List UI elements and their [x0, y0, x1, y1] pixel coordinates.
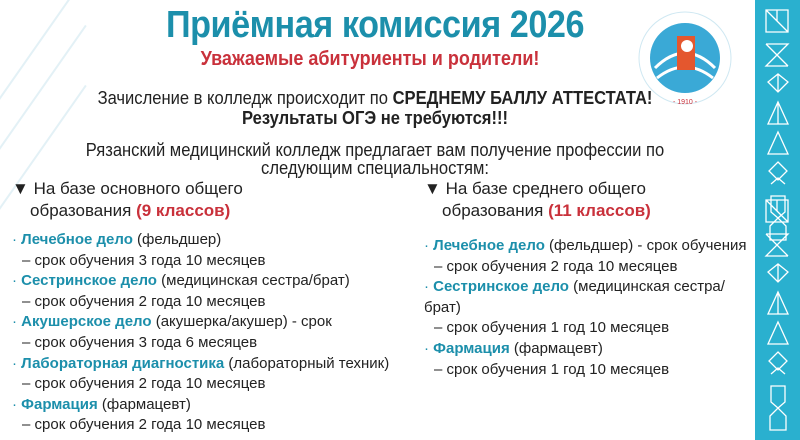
heading-text: образования — [442, 201, 549, 220]
specialty-item — [12, 271, 402, 312]
oge-notice: Результаты ОГЭ не требуются!!! — [241, 108, 509, 128]
specialty-role: (фармацевт) — [509, 339, 603, 357]
specialty-item — [12, 312, 402, 353]
specialty-item — [424, 339, 754, 380]
study-term: – срок обучения 3 года 10 месяцев — [22, 251, 266, 269]
bullet-icon: · — [12, 395, 22, 413]
heading-text: На базе среднего общего — [445, 179, 646, 198]
specialty-item — [12, 395, 402, 436]
section-heading — [424, 178, 754, 222]
specialty-name: Фармация — [21, 395, 98, 413]
specialty-role: (фельдшер) — [132, 231, 222, 248]
notice-emphasis: СРЕДНЕМУ БАЛЛУ АТТЕСТАТА! — [392, 88, 653, 108]
notice-text: Зачисление в колледж происходит по — [97, 88, 393, 108]
specialty-role: (медицинская сестра/брат) — [156, 272, 350, 290]
specialty-name: Сестринское дело — [21, 272, 157, 290]
section-heading — [12, 178, 402, 222]
bullet-icon: · — [424, 339, 434, 357]
study-term: – срок обучения 2 года 10 месяцев — [22, 375, 266, 393]
grade-label: (11 классов) — [548, 201, 651, 220]
study-term: – срок обучения 1 год 10 месяцев — [434, 319, 670, 337]
bullet-icon: · — [424, 278, 434, 296]
bullet-icon: · — [12, 313, 22, 331]
specialty-role: (лабораторный техник) — [224, 354, 390, 372]
svg-text:- 1910 -: - 1910 - — [672, 99, 698, 106]
specialty-name: Лечебное дело — [433, 237, 545, 254]
specialty-item — [12, 230, 402, 271]
specialty-name: Акушерское дело — [21, 313, 152, 331]
study-term: – срок обучения 3 года 6 месяцев — [22, 333, 258, 351]
column-9-grades — [12, 178, 402, 436]
pattern-icon — [763, 0, 793, 440]
triangle-bullet-icon: ▼ — [12, 179, 34, 198]
page-subtitle: Уважаемые абитуриенты и родители! — [200, 48, 540, 70]
specialty-name: Сестринское дело — [433, 278, 569, 296]
decorative-strip — [755, 0, 800, 440]
study-term: – срок обучения 2 года 10 месяцев — [434, 257, 678, 275]
specialty-item — [424, 236, 754, 277]
bullet-icon: · — [424, 237, 434, 254]
specialty-role: (медицинская сестра/брат) — [424, 278, 725, 316]
specialty-role: (фармацевт) — [97, 395, 191, 413]
specialty-item — [424, 277, 754, 339]
column-11-grades — [424, 178, 754, 380]
page-title: Приёмная комиссия 2026 — [165, 4, 585, 46]
specialty-name: Фармация — [433, 339, 510, 357]
enrollment-notice — [30, 88, 720, 109]
triangle-bullet-icon: ▼ — [424, 179, 446, 198]
specialty-name: Лабораторная диагностика — [21, 354, 225, 372]
heading-text: образования — [30, 201, 137, 220]
specialty-role: (фельдшер) - срок обучения — [544, 237, 747, 254]
intro-line-1: Рязанский медицинский колледж предлагает вам получение профессии по — [85, 140, 665, 160]
study-term: – срок обучения 1 год 10 месяцев — [434, 360, 670, 378]
bullet-icon: · — [12, 231, 22, 248]
specialty-name: Лечебное дело — [21, 231, 133, 248]
study-term: – срок обучения 2 года 10 месяцев — [22, 292, 266, 310]
grade-label: (9 классов) — [136, 201, 231, 220]
specialty-item — [12, 354, 402, 395]
intro-line-2: следующим специальностям: — [261, 158, 489, 178]
heading-text: На базе основного общего — [33, 179, 243, 198]
study-term: – срок обучения 2 года 10 месяцев — [22, 416, 266, 434]
bullet-icon: · — [12, 272, 22, 290]
specialty-role: (акушерка/акушер) - срок — [151, 313, 332, 331]
bullet-icon: · — [12, 354, 22, 372]
